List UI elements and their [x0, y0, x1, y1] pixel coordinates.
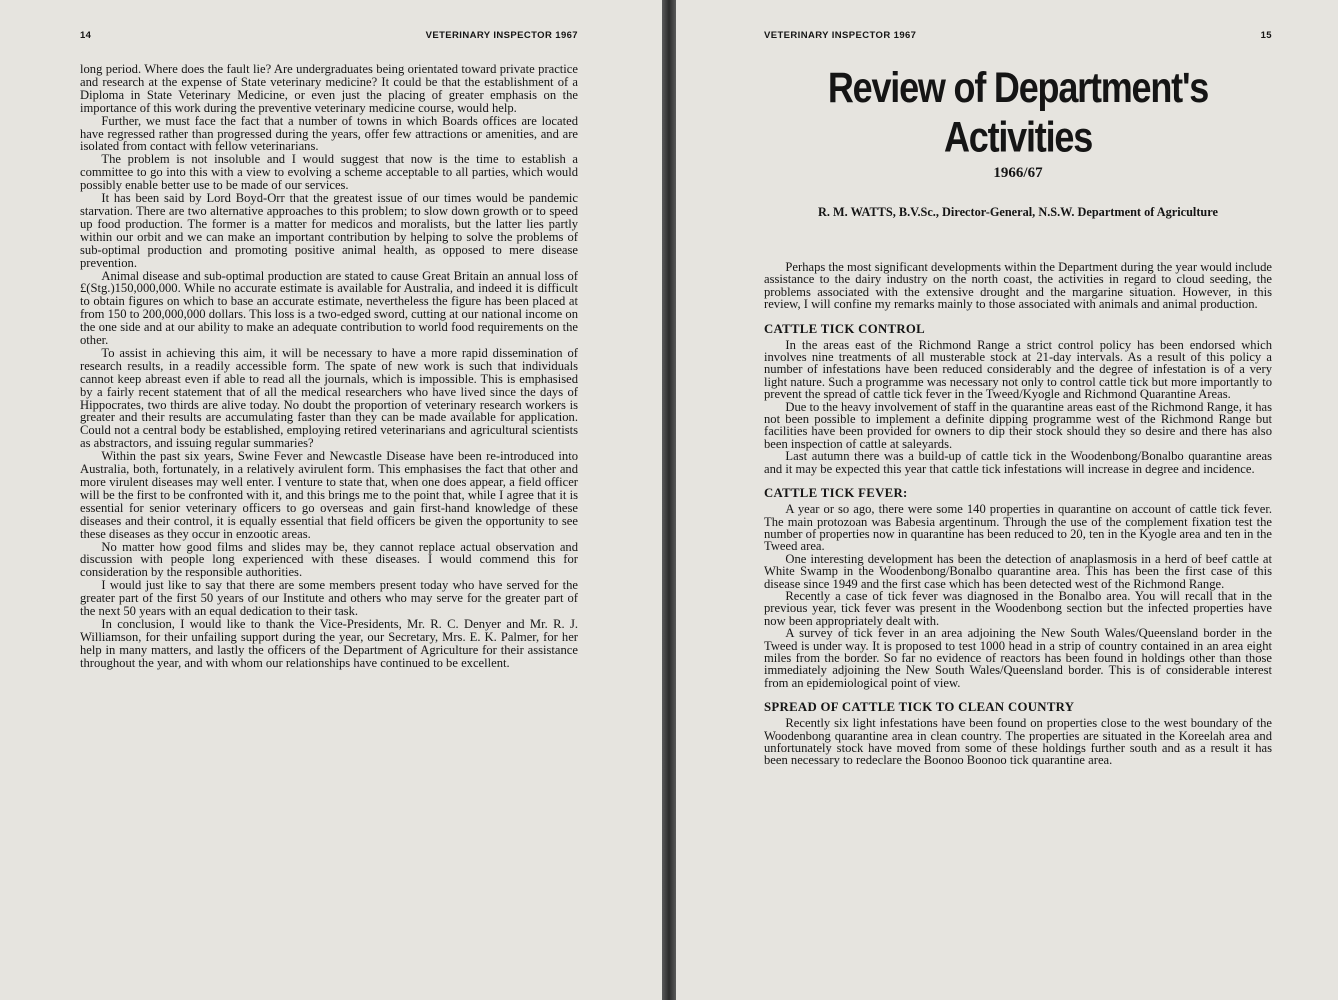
paragraph: In conclusion, I would like to thank the Vice-Presidents, Mr. R. C. Denyer and Mr. R. J. Williamson, for their unfailing support during the year, our Secretary, Mrs. E. K. Palmer, for her help in many matters, and lastly the officers of the Department of Agriculture for their assistance throughout the year, and with whom our relationships have continued to be excellent.: [80, 616, 578, 670]
left-page: [0, 0, 662, 1000]
right-page: [676, 0, 1338, 1000]
intro-paragraph: Perhaps the most significant developments within the Department during the year would include assistance to the dairy industry on the north coast, the activities in regard to cloud seeding, the problems associated with the extensive drought and the margarine situation. However, in this review, I will confine my remarks mainly to those associated with animals and animal production.: [764, 260, 1272, 312]
paragraph: A survey of tick fever in an area adjoining the New South Wales/Queensland border in the Tweed is under way. It is proposed to test 1000 head in a strip of country contained in an area eight miles from the border. So far no evidence of reactors has been found in holdings other than those immediately adjoining the New South Wales/Queensland border. This is of considerable interest from an epidemiological point of view.: [764, 626, 1272, 690]
paragraph: Last autumn there was a build-up of cattle tick in the Woodenbong/Bonalbo quarantine areas and it may be expected this year that cattle tick infestations will increase in degree and incidence.: [764, 449, 1272, 476]
paragraph: To assist in achieving this aim, it will be necessary to have a more rapid dissemination of research results, in a readily accessible form. The spate of new work is such that individuals cannot keep abreast even if able to read all the journals, which is impossible. This is emphasised by a fairly recent statement that of all the medical researchers who have lived since the days of Hippocrates, two thirds are alive today. No doubt the proportion of veterinary research workers is greater and their results are accumulating faster than they can be made available for application. Could not a central body be established, employing retired veterinarians and agricultural scientists as abstractors, and issuing regular summaries?: [80, 345, 578, 451]
paragraph: Recently a case of tick fever was diagnosed in the Bonalbo area. You will recall that in the previous year, tick fever was present in the Woodenbong section but the infected properties have now been appropriately dealt with.: [764, 588, 1272, 628]
book-gutter: [662, 0, 676, 1000]
paragraph: Recently six light infestations have been found on properties close to the west boundary of the Woodenbong quarantine area in clean country. The properties are situated in the Koreelah area and unfortunately stock have moved from some of these holdings further south and as a result it has been necessary to redeclare the Boonoo Boonoo tick quarantine area.: [764, 716, 1272, 768]
paragraph: No matter how good films and slides may be, they cannot replace actual observation and discussion with people long experienced with these diseases. I would commend this for consideration by the responsible authorities.: [80, 539, 578, 580]
section-heading: CATTLE TICK CONTROL: [764, 321, 925, 336]
running-head-left: [80, 30, 578, 41]
paragraph: The problem is not insoluble and I would suggest that now is the time to establish a committee to go into this with a view to evolving a scheme acceptable to all parties, which would possibly enable better use to be made of our services.: [80, 152, 578, 193]
article-year: 1966/67: [993, 165, 1043, 181]
page-number: 14: [80, 30, 92, 41]
article-byline: R. M. WATTS, B.V.Sc., Director-General, N.S.W. Department of Agriculture: [818, 205, 1218, 219]
section-heading: SPREAD OF CATTLE TICK TO CLEAN COUNTRY: [764, 700, 1075, 715]
paragraph: In the areas east of the Richmond Range a strict control policy has been endorsed which involves nine treatments of all musterable stock at 21-day intervals. As a result of this policy a number of infestations have been reduced considerably and the degree of infestation is of a very light nature. Such a programme was necessary not only to control cattle tick but more importantly to prevent the spread of cattle tick fever in the Tweed/Kyogle and Richmond Quarantine Areas.: [764, 337, 1272, 402]
paragraph: A year or so ago, there were some 140 properties in quarantine on account of cattle tick fever. The main protozoan was Babesia argentinum. Through the use of the complement fixation test the number of properties now in quarantine has been reduced to 20, ten in the Kyogle area and ten in the Tweed area.: [764, 502, 1272, 554]
paragraph: Due to the heavy involvement of staff in the quarantine areas east of the Richmond Range, it has not been possible to implement a definite dipping programme west of the Richmond Range but facilities have been provided for owners to dip their stock should they so desire and there has also been inspection of cattle at saleyards.: [764, 399, 1272, 451]
article-title: Review of Department's Activities: [827, 63, 1209, 161]
paragraph: Animal disease and sub-optimal production are stated to cause Great Britain an annual loss of £(Stg.)150,000,000. While no accurate estimate is available for Australia, and indeed it is difficult to obtain figures on which to base an accurate estimate, nevertheless the figure has been placed at from 150 to 200,000,000 dollars. This loss is a two-edged sword, cutting at our national income on the one side and at our ability to make an adequate contribution to world food requirements on the other.: [80, 268, 578, 348]
right-body: [764, 261, 1272, 767]
journal-title: VETERINARY INSPECTOR 1967: [425, 30, 578, 41]
paragraph: long period. Where does the fault lie? Are undergraduates being orientated toward private practice and research at the expense of State veterinary medicine? It could be that the establishment of a Diploma in State Veterinary Medicine, or even just the placing of greater emphasis on the importance of this work during the preventive veterinary medicine course, would help.: [80, 62, 578, 115]
paragraph: It has been said by Lord Boyd-Orr that the greatest issue of our times would be pandemic starvation. There are two alternative approaches to this problem; to slow down growth or to speed up food production. The former is a matter for medicos and moralists, but the latter lies partly within our orbit and we can make an important contribution by helping to solve the problems of sub-optimal production and promoting positive animal health, as opposed to mere disease prevention.: [80, 191, 578, 270]
paragraph: One interesting development has been the detection of anaplasmosis in a herd of beef cattle at White Swamp in the Woodenbong/Bonalbo quarantine area. This has been the first case of this disease since 1949 and the first case which has been detected west of the Richmond Range.: [764, 551, 1272, 591]
paragraph: Within the past six years, Swine Fever and Newcastle Disease have been re-introduced into Australia, both, fortunately, in a relatively avirulent form. This emphasises the fact that other and more virulent diseases may well enter. I venture to state that, when one does appear, a field officer will be the first to be confronted with it, and this brings me to the point that, while I agree that it is essential for senior veterinary officers to go overseas and gain first-hand knowledge of these diseases and their control, it is equally essential that field officers be given the opportunity to see these diseases as they occur in enzootic areas.: [80, 449, 578, 541]
page-number: 15: [1260, 30, 1272, 41]
running-head-right: [764, 30, 1272, 41]
paragraph: I would just like to say that there are some members present today who have served for the greater part of the first 50 years of our Institute and others who may serve for the greater part of the next 50 years with an equal dedication to their task.: [80, 578, 578, 619]
journal-title: VETERINARY INSPECTOR 1967: [764, 30, 917, 41]
paragraph: Further, we must face the fact that a number of towns in which Boards offices are located have regressed rather than progressed during the years, offer few attractions or amenities, and are isolated from contact with fellow veterinarians.: [80, 113, 578, 154]
section-heading: CATTLE TICK FEVER:: [764, 486, 908, 501]
left-body: [80, 63, 578, 670]
